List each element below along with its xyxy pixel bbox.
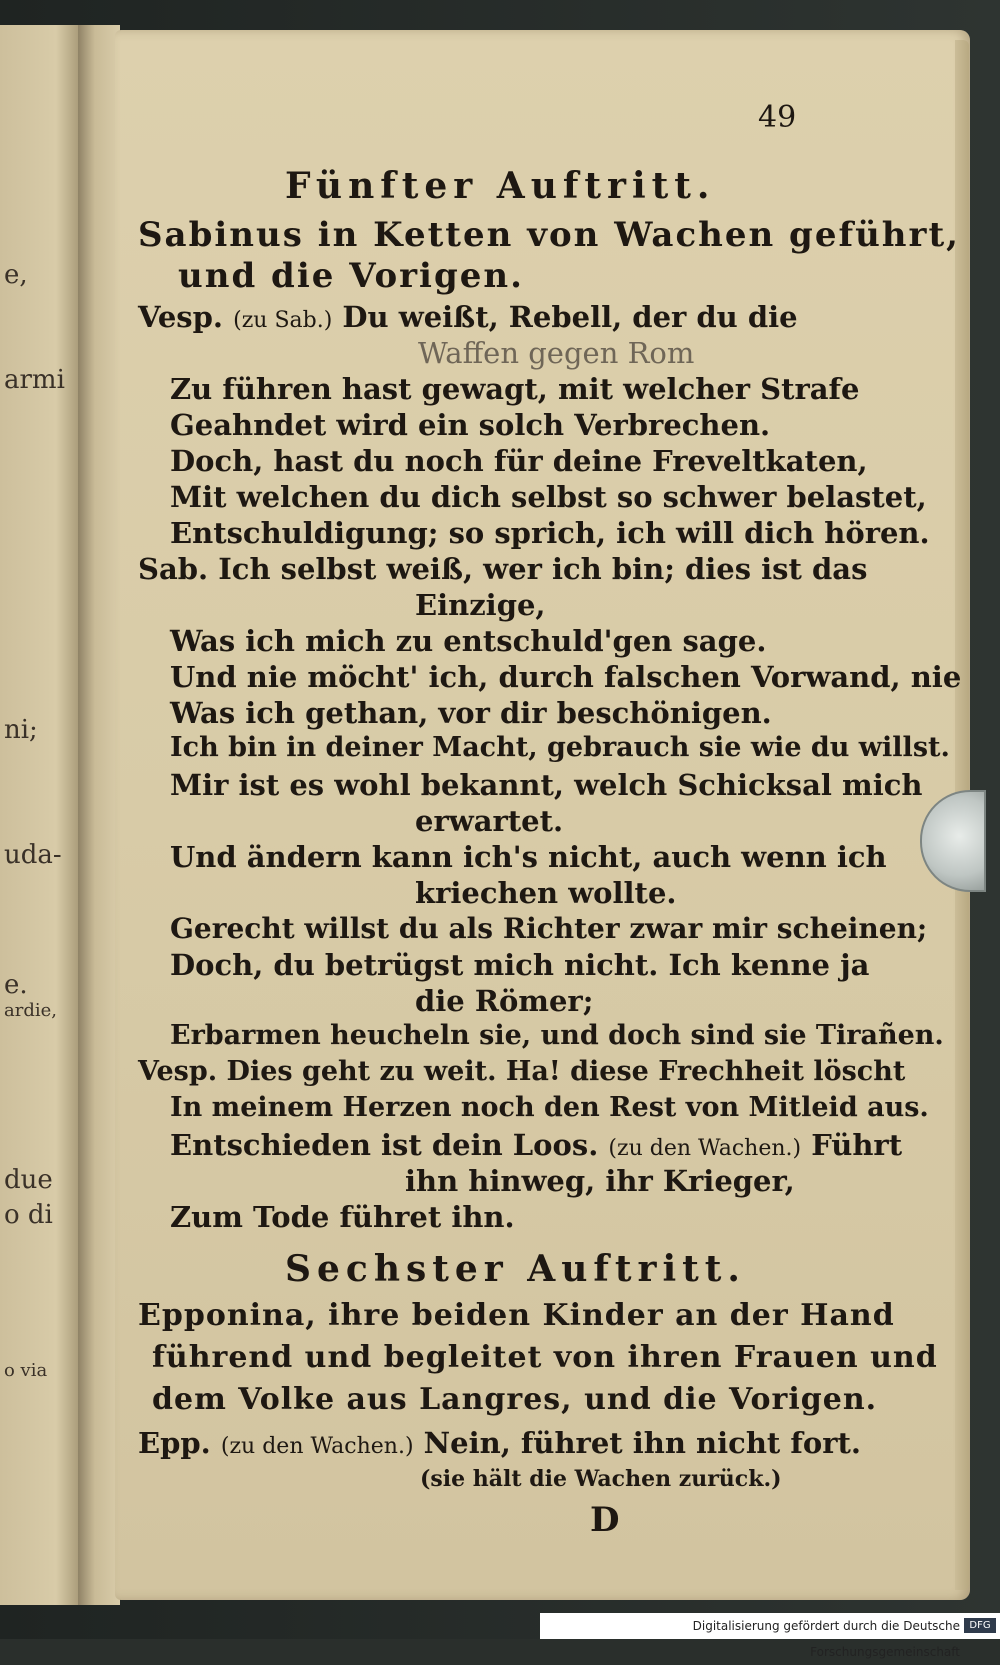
left-fragment: uda- — [4, 840, 62, 870]
dialogue-line: Gerecht willst du als Richter zwar mir scheinen; — [170, 912, 928, 945]
dialogue-line: Doch, hast du noch für deine Freveltkaten, — [170, 444, 868, 478]
stage-direction: (sie hält die Wachen zurück.) — [420, 1466, 782, 1492]
speaker: Vesp. — [138, 1056, 218, 1087]
direction: (zu den Wachen.) — [608, 1136, 802, 1161]
dialogue-line: die Römer; — [415, 984, 594, 1018]
dialogue-line: Erbarmen heucheln sie, und doch sind sie Tirañen. — [170, 1020, 944, 1051]
scene-heading: Fünfter Auftritt. — [285, 165, 716, 207]
stage-direction: und die Vorigen. — [178, 256, 524, 296]
dialogue-line — [138, 1426, 861, 1460]
direction: (zu Sab.) — [233, 308, 333, 333]
dialogue-line — [138, 300, 798, 334]
dialogue-line: Was ich gethan, vor dir beschönigen. — [170, 696, 772, 730]
line-text: Ich selbst weiß, wer ich bin; dies ist das — [218, 552, 868, 586]
dialogue-line: ihn hinweg, ihr Krieger, — [405, 1164, 795, 1198]
dialogue-line: Zu führen hast gewagt, mit welcher Strafe — [170, 372, 860, 406]
dialogue-line: erwartet. — [415, 804, 564, 838]
dialogue-line: Was ich mich zu entschuld'gen sage. — [170, 624, 767, 658]
stage-direction: führend und begleitet von ihren Frauen und — [152, 1340, 938, 1375]
footer-bar — [540, 1613, 1000, 1659]
dialogue-line: Einzige, — [415, 588, 546, 622]
stage-direction: Epponina, ihre beiden Kinder an der Hand — [138, 1298, 895, 1333]
dialogue-line: Und ändern kann ich's nicht, auch wenn ich — [170, 840, 887, 874]
dialogue-line: Entschuldigung; so sprich, ich will dich hören. — [170, 516, 930, 550]
stage-direction: dem Volke aus Langres, und die Vorigen. — [152, 1382, 878, 1417]
dialogue-line: In meinem Herzen noch den Rest von Mitleid aus. — [170, 1092, 929, 1123]
scene-heading: Sechster Auftritt. — [285, 1248, 746, 1290]
left-fragment: ni; — [4, 715, 38, 745]
left-page-edge — [0, 25, 80, 1605]
line-text: Du weißt, Rebell, der du die — [342, 300, 798, 334]
dialogue-line: Und nie möcht' ich, durch falschen Vorwand, nie — [170, 660, 962, 694]
stage-direction: Sabinus in Ketten von Wachen geführt, — [138, 215, 960, 255]
dialogue-line: Ich bin in deiner Macht, gebrauch sie wie du willst. — [170, 732, 950, 763]
left-fragment: due — [4, 1165, 53, 1195]
dfg-logo: DFG — [964, 1618, 996, 1633]
page-number: 49 — [758, 100, 797, 135]
speaker: Vesp. — [138, 300, 223, 334]
left-fragment: o via — [4, 1360, 48, 1381]
dialogue-line: Waffen gegen Rom — [418, 336, 695, 370]
line-text: Führt — [811, 1128, 903, 1162]
left-fragment: o di — [4, 1200, 53, 1230]
left-fragment: e. — [4, 970, 28, 1000]
dialogue-line: Doch, du betrügst mich nicht. Ich kenne ja — [170, 948, 870, 982]
left-fragment: ardie, — [4, 1000, 57, 1021]
dialogue-line: Zum Tode führet ihn. — [170, 1200, 515, 1234]
dialogue-line: Geahndet wird ein solch Verbrechen. — [170, 408, 771, 442]
signature-mark: D — [590, 1500, 620, 1540]
dialogue-line — [170, 1128, 902, 1162]
dialogue-line: Mir ist es wohl bekannt, welch Schicksal mich — [170, 768, 923, 802]
speaker: Epp. — [138, 1426, 211, 1460]
line-text: Nein, führet ihn nicht fort. — [423, 1426, 861, 1460]
footer-text: Digitalisierung gefördert durch die Deutsche Forschungsgemeinschaft — [692, 1619, 960, 1659]
speaker: Sab. — [138, 552, 209, 586]
dialogue-line: kriechen wollte. — [415, 876, 677, 910]
left-fragment: armi — [4, 365, 65, 395]
line-text: Entschieden ist dein Loos. — [170, 1128, 599, 1162]
line-text: Dies geht zu weit. Ha! diese Frechheit löscht — [226, 1056, 906, 1087]
dialogue-line — [138, 1056, 905, 1087]
dialogue-line — [138, 552, 867, 586]
direction: (zu den Wachen.) — [220, 1434, 414, 1459]
book-gutter — [78, 25, 120, 1605]
dialogue-line: Mit welchen du dich selbst so schwer belastet, — [170, 480, 927, 514]
left-fragment: e, — [4, 260, 28, 290]
